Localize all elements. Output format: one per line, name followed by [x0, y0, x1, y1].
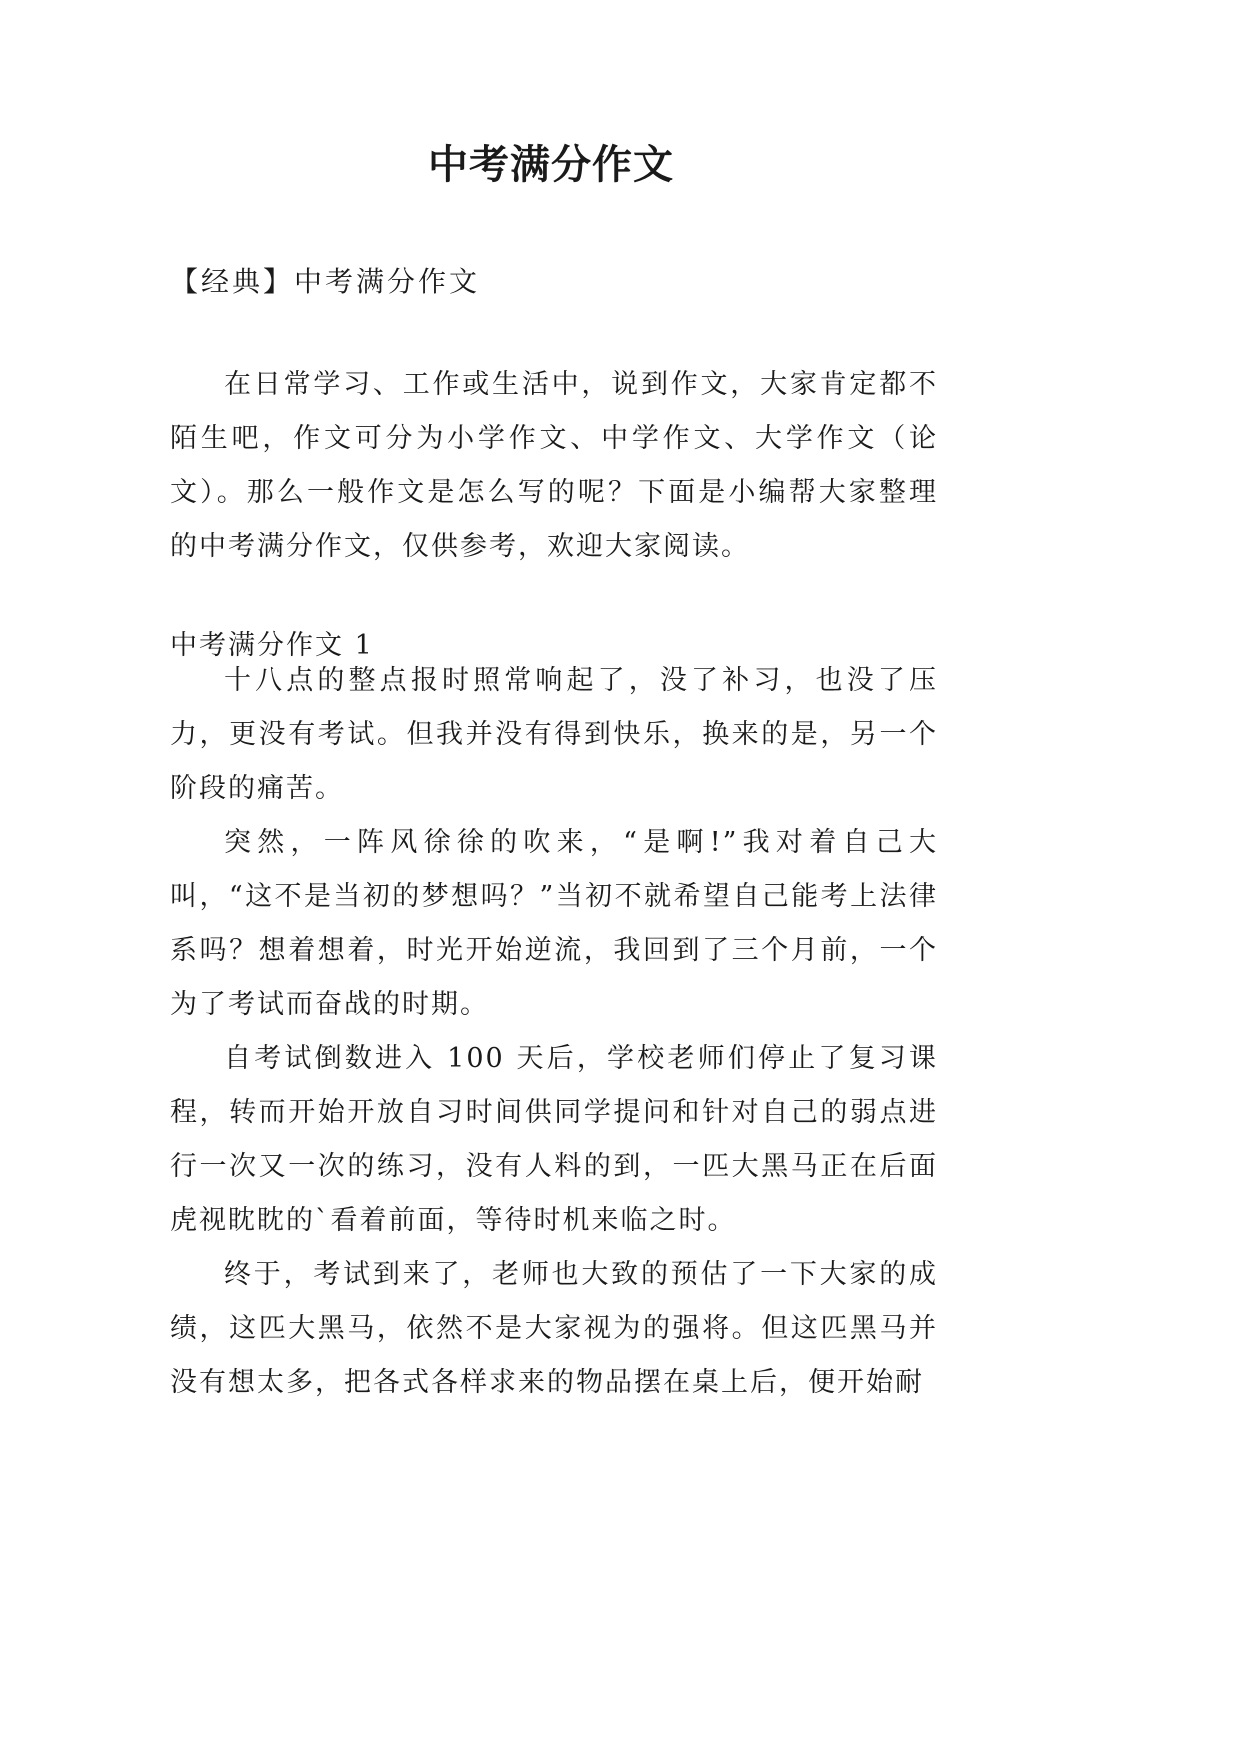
essay-heading: 中考满分作文 1	[170, 630, 374, 661]
essay-paragraph: 终于，考试到来了，老师也大致的预估了一下大家的成绩，这匹大黑马，依然不是大家视为的强将。但这匹黑马并没有想太多，把各式各样求来的物品摆在桌上后，便开始耐	[170, 1259, 938, 1398]
essay-paragraph: 十八点的整点报时照常响起了，没了补习，也没了压力，更没有考试。但我并没有得到快乐，换来的是，另一个阶段的痛苦。	[170, 665, 938, 804]
essay-paragraph: 突然，一阵风徐徐的吹来，“是啊!”我对着自己大叫，“这不是当初的梦想吗？”当初不就希望自己能考上法律系吗？想着想着，时光开始逆流，我回到了三个月前，一个为了考试而奋战的时期。	[170, 827, 938, 1020]
intro-paragraph: 在日常学习、工作或生活中，说到作文，大家肯定都不陌生吧，作文可分为小学作文、中学作文、大学作文（论文）。那么一般作文是怎么写的呢？下面是小编帮大家整理的中考满分作文，仅供参考，欢迎大家阅读。	[170, 369, 938, 562]
essay-paragraph: 自考试倒数进入 100 天后，学校老师们停止了复习课程，转而开始开放自习时间供同学提问和针对自己的弱点进行一次又一次的练习，没有人料的到，一匹大黑马正在后面虎视眈眈的`看着前面，等待时机来临之时。	[170, 1043, 938, 1236]
essay-body	[170, 654, 938, 1410]
intro-paragraph-block	[170, 358, 938, 574]
document-subtitle: 【经典】中考满分作文	[170, 265, 481, 298]
document-title: 中考满分作文	[428, 141, 674, 188]
